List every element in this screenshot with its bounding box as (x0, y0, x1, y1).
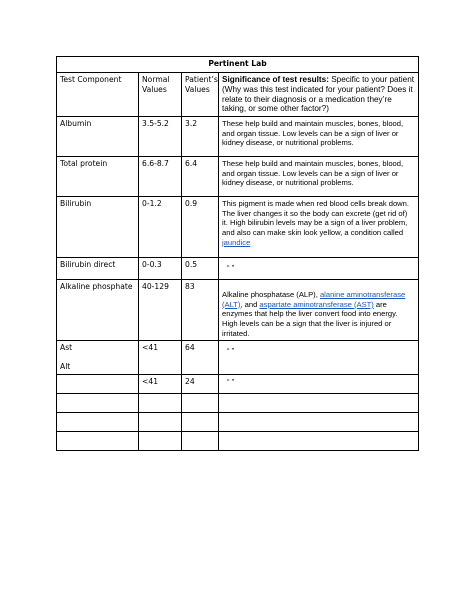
row-patient: 0.5 (182, 258, 219, 280)
row-normal: <41 (139, 341, 182, 375)
ast-link[interactable]: aspartate aminotransferase (AST) (259, 299, 374, 309)
table-row (57, 157, 419, 197)
row-component: Bilirubin (57, 197, 139, 258)
row-significance (219, 374, 419, 393)
row-patient: 64 (182, 341, 219, 375)
significance-text: This pigment is made when red blood cells break down. The liver changes it so the body can excrete (get rid of) it. High bilirubin levels may be a sign of a liver problem, and also can make skin look yellow, a condition called (222, 199, 409, 237)
ditto-mark: “ ” (227, 263, 235, 273)
row-component: Albumin (57, 117, 139, 157)
alt-link[interactable]: alanine aminotransferase (ALT) (222, 290, 406, 309)
table-row-empty (57, 393, 419, 412)
table-title-row (57, 57, 419, 73)
header-patient-values: Patient’s Values (182, 73, 219, 117)
table-row (57, 374, 419, 393)
row-significance (219, 197, 419, 258)
table-header-row (57, 73, 419, 117)
row-normal: 0-1.2 (139, 197, 182, 258)
row-normal: 0-0.3 (139, 258, 182, 280)
row-patient: 0.9 (182, 197, 219, 258)
row-significance: These help build and maintain muscles, bones, blood, and organ tissue. Low levels can be a sign of liver or kidney disease, or nutritional problems. (219, 117, 419, 157)
row-component: Bilirubin direct (57, 258, 139, 280)
row-patient: 6.4 (182, 157, 219, 197)
pertinent-lab-table (56, 56, 419, 451)
row-normal: 3.5-5.2 (139, 117, 182, 157)
table-row (57, 117, 419, 157)
ditto-mark: “ ” (227, 376, 235, 386)
header-significance (219, 73, 419, 117)
table-row (57, 341, 419, 375)
row-significance (219, 341, 419, 375)
row-normal: <41 (139, 374, 182, 393)
row-normal: 40-129 (139, 280, 182, 341)
row-significance (219, 280, 419, 341)
row-normal: 6.6-8.7 (139, 157, 182, 197)
jaundice-link[interactable]: jaundice (222, 237, 251, 247)
table-row (57, 280, 419, 341)
significance-text-1: Alkaline phosphatase (ALP), (222, 290, 320, 300)
significance-text-3: are enzymes that help the liver convert food into energy. High levels can be a sign that the liver is injured or irritated. (222, 299, 398, 338)
significance-text-2: , and (240, 299, 260, 309)
ditto-mark: “ ” (227, 346, 235, 356)
row-component: Alkaline phosphate (57, 280, 139, 341)
row-component (57, 341, 139, 375)
row-component-label: Ast (60, 343, 73, 353)
row-patient: 3.2 (182, 117, 219, 157)
header-normal-values: Normal Values (139, 73, 182, 117)
table-title: Pertinent Lab (57, 57, 419, 73)
spacer (222, 282, 415, 290)
table-row (57, 197, 419, 258)
header-significance-description: Specific to your patient (Why was this test indicated for your patient? Does it relate to their diagnosis or a medication they’re taking, or some other factor?) (222, 75, 415, 114)
row-patient: 24 (182, 374, 219, 393)
row-component: Total protein (57, 157, 139, 197)
header-test-component: Test Component (57, 73, 139, 117)
table-row-empty (57, 412, 419, 431)
row-component-empty (57, 374, 139, 393)
row-patient: 83 (182, 280, 219, 341)
row-component-label-next: Alt (60, 362, 71, 372)
table-row-empty (57, 431, 419, 450)
table-row (57, 258, 419, 280)
header-significance-label: Significance of test results: (222, 75, 329, 84)
row-significance: These help build and maintain muscles, bones, blood, and organ tissue. Low levels can be a sign of liver or kidney disease, or nutritional problems. (219, 157, 419, 197)
row-significance (219, 258, 419, 280)
